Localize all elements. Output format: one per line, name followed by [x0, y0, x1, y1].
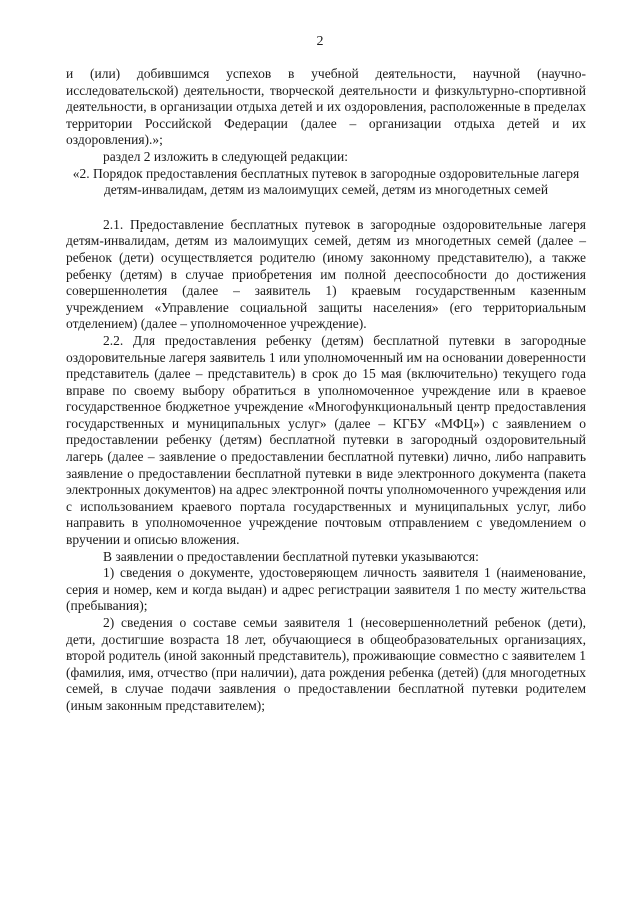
list-item-2: 2) сведения о составе семьи заявителя 1 (несовершеннолетний ребенок (дети), дети, достигшие возраста 18 лет, обучающиеся в общеобразовательных организациях, второй родитель (иной законный представитель), проживающие совместно с заявителем 1 (фамилия, имя, отчество (при наличии), дата рождения ребенка (детей) (для многодетных семей, в случае подачи заявления о предоставлении бесплатной путевки родителем (иным законным представителем); — [66, 615, 586, 713]
list-item-1: 1) сведения о документе, удостоверяющем личность заявителя 1 (наименование, серия и номер, кем и когда выдан) и адрес регистрации заявителя 1 по месту жительства (пребывания); — [66, 565, 586, 614]
page-number: 2 — [316, 34, 324, 49]
paragraph-2-2: 2.2. Для предоставления ребенку (детям) бесплатной путевки в загородные оздоровительные лагеря заявитель 1 или уполномоченный им на основании доверенности представитель (далее – представитель) в срок до 15 мая (включительно) текущего года вправе по своему выбору обратиться в уполномоченное учреждение или в краевое государственное бюджетное учреждение «Многофункциональный центр предоставления государственных и муниципальных услуг» (далее – КГБУ «МФЦ») с заявлением о предоставлении ребенку (детям) бесплатной путевки в загородный оздоровительный лагерь (далее – заявление о предоставлении бесплатной путевки) лично, либо направить заявление о предоставлении бесплатной путевки в виде электронного документа (пакета электронных документов) на адрес электронной почты уполномоченного учреждения или с использованием краевого портала государственных и муниципальных услуг, либо направить в уполномоченное учреждение почтовым отправлением с уведомлением о вручении и описью вложения. — [66, 332, 586, 548]
section-title: «2. Порядок предоставления бесплатных путевок в загородные оздоровительные лагеря детям-инвалидам, детям из малоимущих семей, детям из многодетных семей — [72, 165, 580, 198]
paragraph-amendment-intro: раздел 2 изложить в следующей редакции: — [103, 148, 349, 164]
spacer — [66, 199, 586, 217]
paragraph-application-contents: В заявлении о предоставлении бесплатной путевки указываются: — [103, 548, 479, 564]
paragraph-continuation: и (или) добившимся успехов в учебной деятельности, научной (научно-исследовательской) деятельности, творческой деятельности и физкультурно-спортивной деятельности, в организации отдыха детей и их оздоровления, расположенные в пределах территории Российской Федерации (далее – организации отдыха детей и их оздоровления).»; — [66, 66, 586, 148]
paragraph-2-1: 2.1. Предоставление бесплатных путевок в загородные оздоровительные лагеря детям-инвалидам, детям из малоимущих семей, детям из многодетных семей (далее – ребенок (дети) осуществляется родителю (иному законному представителю), а также ребенку (детям) в случае приобретения им полной дееспособности до достижения совершеннолетия (далее – заявитель 1) краевым государственным казенным учреждением «Управление социальной защиты населения» (его территориальным отделением) (далее – уполномоченное учреждение). — [66, 216, 586, 332]
document-body — [66, 66, 586, 715]
